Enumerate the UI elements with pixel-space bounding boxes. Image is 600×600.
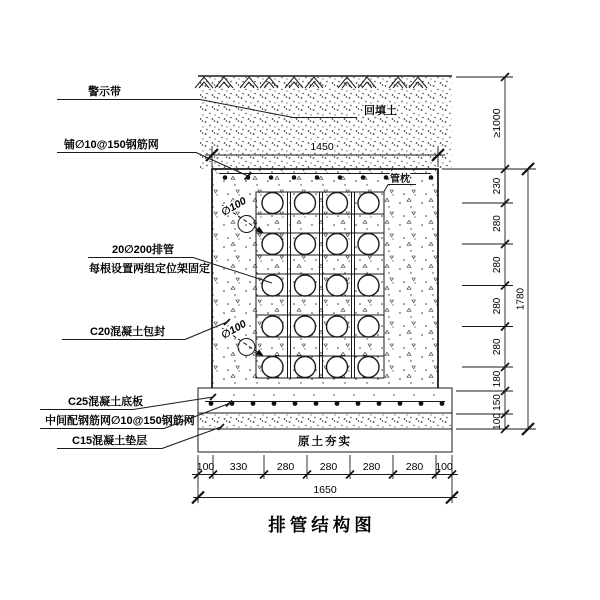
dim-bottom-seg-5: 280 xyxy=(362,461,381,473)
dim-bottom-seg-1: 100 xyxy=(196,461,215,473)
top-mesh-label: 铺∅10@150钢筋网 xyxy=(64,139,159,151)
dim-right-seg-8: 100 xyxy=(492,413,503,430)
dim-right-seg-4: 280 xyxy=(492,297,503,315)
dims-right xyxy=(442,73,536,435)
pipes-label-line2: 每根设置两组定位架固定 xyxy=(89,263,210,275)
warning-tape-label: 警示带 xyxy=(88,86,121,98)
dim-right-seg-3: 280 xyxy=(492,256,503,274)
dim-bottom-seg-2: 330 xyxy=(229,461,248,473)
dim-bottom-seg-4: 280 xyxy=(319,461,338,473)
cushion-layer-texture xyxy=(199,414,451,429)
pipe-pillow-label: 管枕 xyxy=(390,174,410,185)
base-slab-callout xyxy=(40,394,216,410)
dim-right-seg-1: 230 xyxy=(492,177,503,195)
dim-right-cover: ≥1000 xyxy=(491,108,503,138)
dims-bottom xyxy=(192,455,458,504)
dim-bottom-seg-7: 100 xyxy=(435,461,453,473)
dim-bottom-total: 1650 xyxy=(313,484,337,496)
slab-rebar-mesh xyxy=(205,401,445,406)
encasement-label: C20混凝土包封 xyxy=(90,326,166,338)
dim-top-width-value: 1450 xyxy=(310,141,334,153)
base-slab xyxy=(198,388,452,452)
dim-bottom-seg-3: 280 xyxy=(276,461,295,473)
slab-mesh-label: 中间配钢筋网∅10@150钢筋网 xyxy=(45,415,195,427)
subgrade-label: 原土夯实 xyxy=(298,436,352,448)
pipes-label-line1: 20∅200排管 xyxy=(112,244,175,256)
dia-callout-upper-label: ∅100 xyxy=(219,194,249,219)
cushion-label: C15混凝土垫层 xyxy=(72,435,148,447)
dim-right-seg-2: 280 xyxy=(492,215,503,232)
dim-right-total: 1780 xyxy=(515,287,527,311)
base-slab-label: C25混凝土底板 xyxy=(68,396,144,408)
dim-right-seg-5: 280 xyxy=(492,338,503,356)
backfill-label: 回填土 xyxy=(364,105,397,117)
encasement-callout xyxy=(62,319,230,340)
dim-right-seg-6: 180 xyxy=(492,370,503,388)
dim-bottom-seg-6: 280 xyxy=(405,461,424,473)
drawing-title: 排管结构图 xyxy=(268,515,376,535)
cushion-callout xyxy=(57,424,224,449)
dia-callout-lower-label: ∅100 xyxy=(219,317,249,342)
dim-right-seg-7: 150 xyxy=(492,394,503,411)
